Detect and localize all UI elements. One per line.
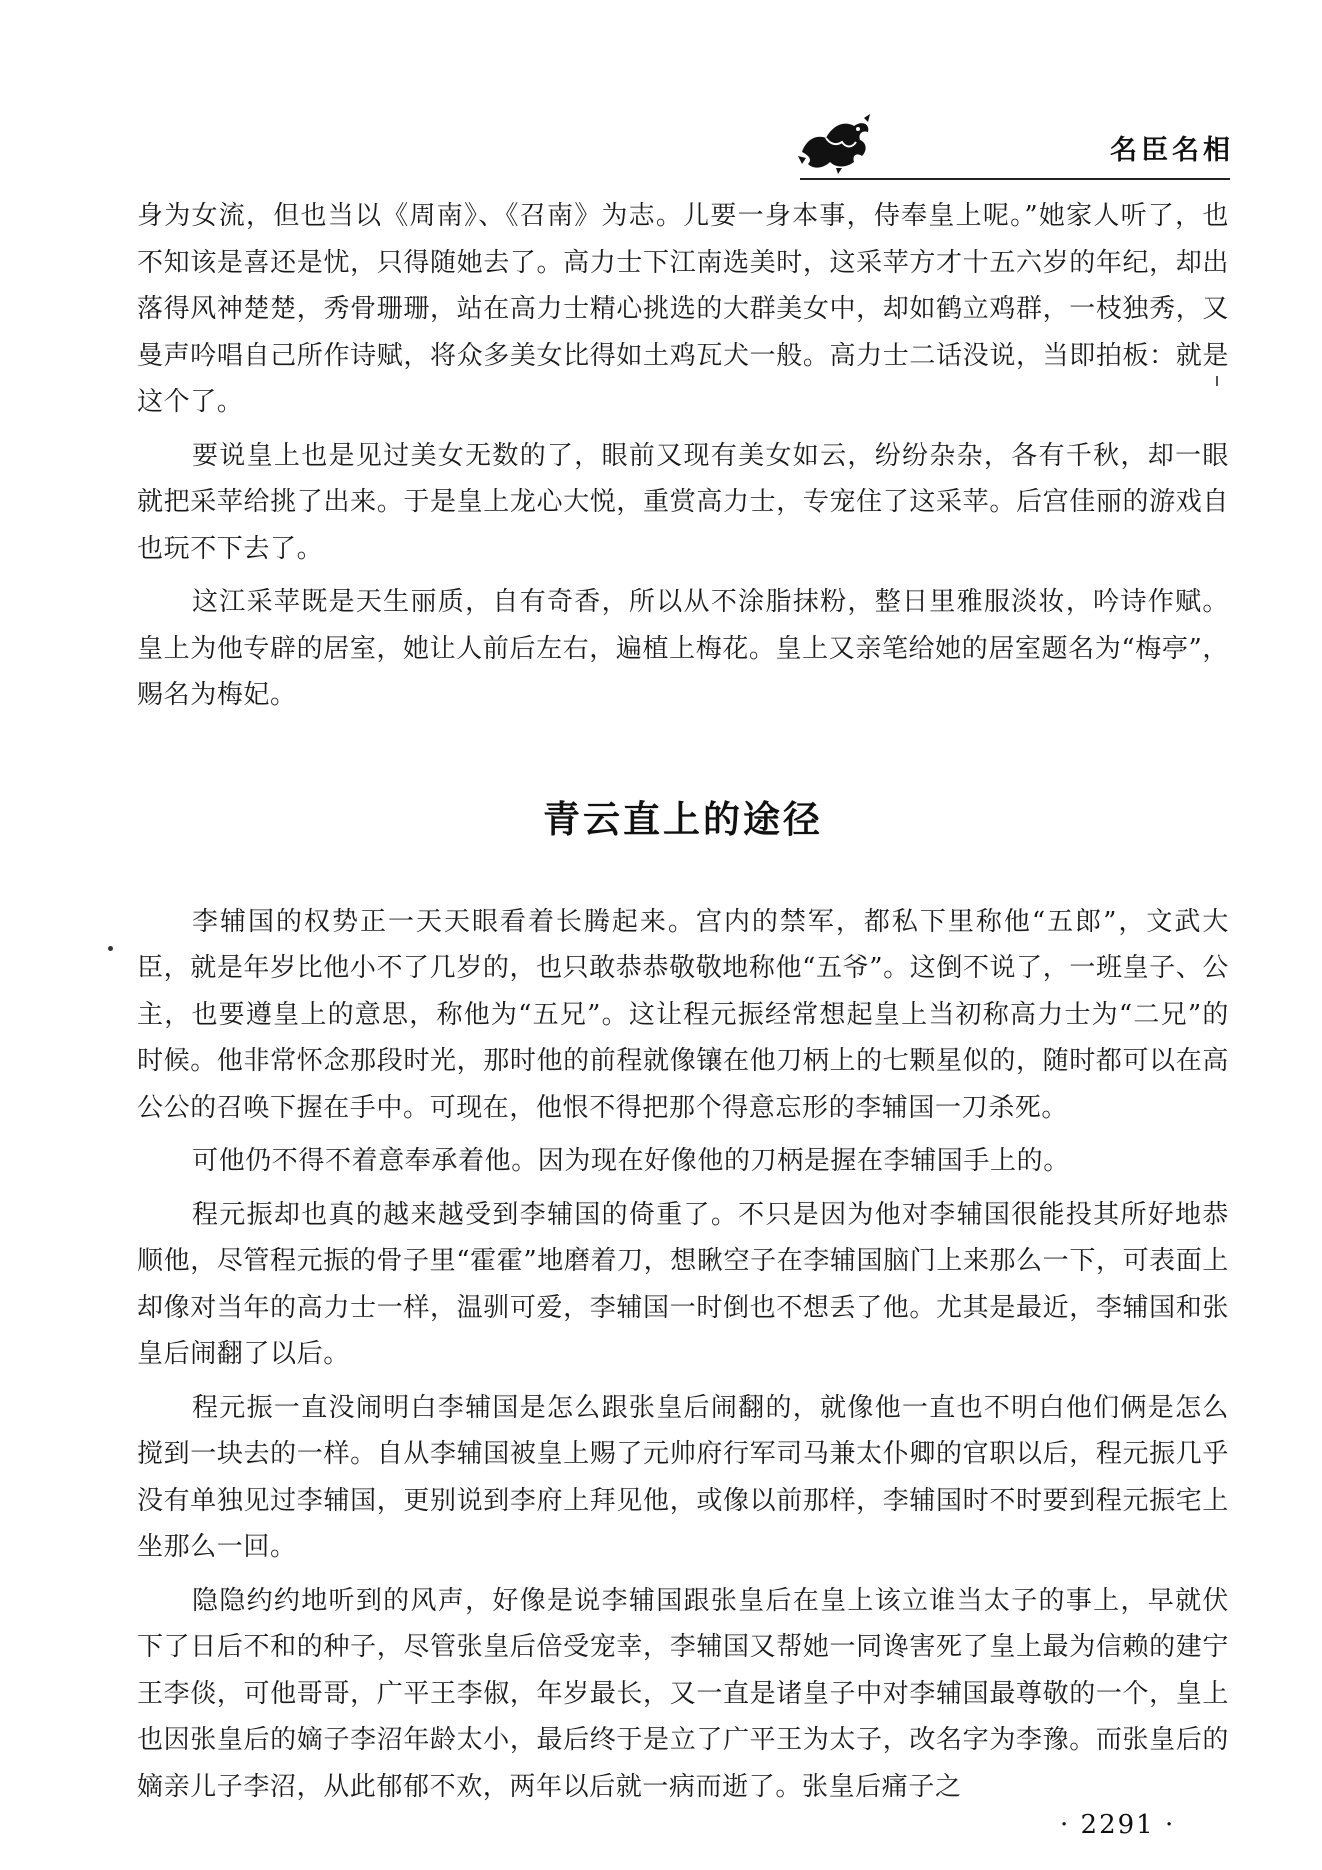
paragraph: 隐隐约约地听到的风声，好像是说李辅国跟张皇后在皇上该立谁当太子的事上，早就伏下了日后不和的种子，尽管张皇后倍受宠幸，李辅国又帮她一同谗害死了皇上最为信赖的建宁王李倓，可他哥哥，广平王李俶，年岁最长，又一直是诸皇子中对李辅国最尊敬的一个，皇上也因张皇后的嫡子李沼年龄太小，最后终于是立了广平王为太子，改名字为李豫。而张皇后的嫡亲儿子李沼，从此郁郁不欢，两年以后就一病而逝了。张皇后痛子之 <box>137 1585 1229 1802</box>
paragraph: 要说皇上也是见过美女无数的了，眼前又现有美女如云，纷纷杂杂，各有千秋，却一眼就把采苹给挑了出来。于是皇上龙心大悦，重赏高力士，专宠住了这采苹。后宫佳丽的游戏自也玩不下去了。 <box>137 440 1229 564</box>
paragraph: 这江采苹既是天生丽质，自有奇香，所以从不涂脂抹粉，整日里雅服淡妆，吟诗作赋。皇上为他专辟的居室，她让人前后左右，遍植上梅花。皇上又亲笔给她的居室题名为“梅亭”，赐名为梅妃。 <box>137 587 1229 710</box>
dragon-icon <box>796 112 874 174</box>
paragraph: 程元振却也真的越来越受到李辅国的倚重了。不只是因为他对李辅国很能投其所好地恭顺他，尽管程元振的骨子里“霍霍”地磨着刀，想瞅空子在李辅国脑门上来那么一下，可表面上却像对当年的高力士一样，温驯可爱，李辅国一时倒也不想丢了他。尤其是最近，李辅国和张皇后闹翻了以后。 <box>137 1199 1229 1369</box>
paragraph: 可他仍不得不着意奉承着他。因为现在好像他的刀柄是握在李辅国手上的。 <box>192 1146 1070 1176</box>
page-body <box>137 193 1229 1810</box>
section-name: 名臣名相 <box>1110 135 1234 166</box>
paragraph: 身为女流，但也当以《周南》、《召南》为志。儿要一身本事，侍奉皇上呢。”她家人听了，也不知该是喜还是忧，只得随她去了。高力士下江南选美时，这采苹方才十五六岁的年纪，却出落得风神楚楚，秀骨珊珊，站在高力士精心挑选的大群美女中，却如鹤立鸡群，一枝独秀，又曼声吟唱自己所作诗赋，将众多美女比得如土鸡瓦犬一般。高力士二话没说，当即拍板：就是这个了。 <box>137 201 1229 417</box>
page-header <box>0 0 1322 190</box>
paragraph: 程元振一直没闹明白李辅国是怎么跟张皇后闹翻的，就像他一直也不明白他们俩是怎么搅到一块去的一样。自从李辅国被皇上赐了元帅府行军司马兼太仆卿的官职以后，程元振几乎没有单独见过李辅国，更别说到李府上拜见他，或像以前那样，李辅国时不时要到程元振宅上坐那么一回。 <box>137 1392 1229 1562</box>
scan-speck <box>1216 376 1218 386</box>
header-rule <box>800 178 1230 180</box>
page-number: · 2291 · <box>1060 1810 1176 1840</box>
paragraph: 李辅国的权势正一天天眼看着长腾起来。宫内的禁军，都私下里称他“五郎”，文武大臣，就是年岁比他小不了几岁的，也只敢恭恭敬敬地称他“五爷”。这倒不说了，一班皇子、公主，也要遵皇上的意思，称他为“五兄”。这让程元振经常想起皇上当初称高力士为“二兄”的时候。他非常怀念那段时光，那时他的前程就像镶在他刀柄上的七颗星似的，随时都可以在高公公的召唤下握在手中。可现在，他恨不得把那个得意忘形的李辅国一刀杀死。 <box>137 906 1229 1123</box>
scan-speck <box>108 946 113 951</box>
section-title: 青云直上的途径 <box>543 797 823 841</box>
